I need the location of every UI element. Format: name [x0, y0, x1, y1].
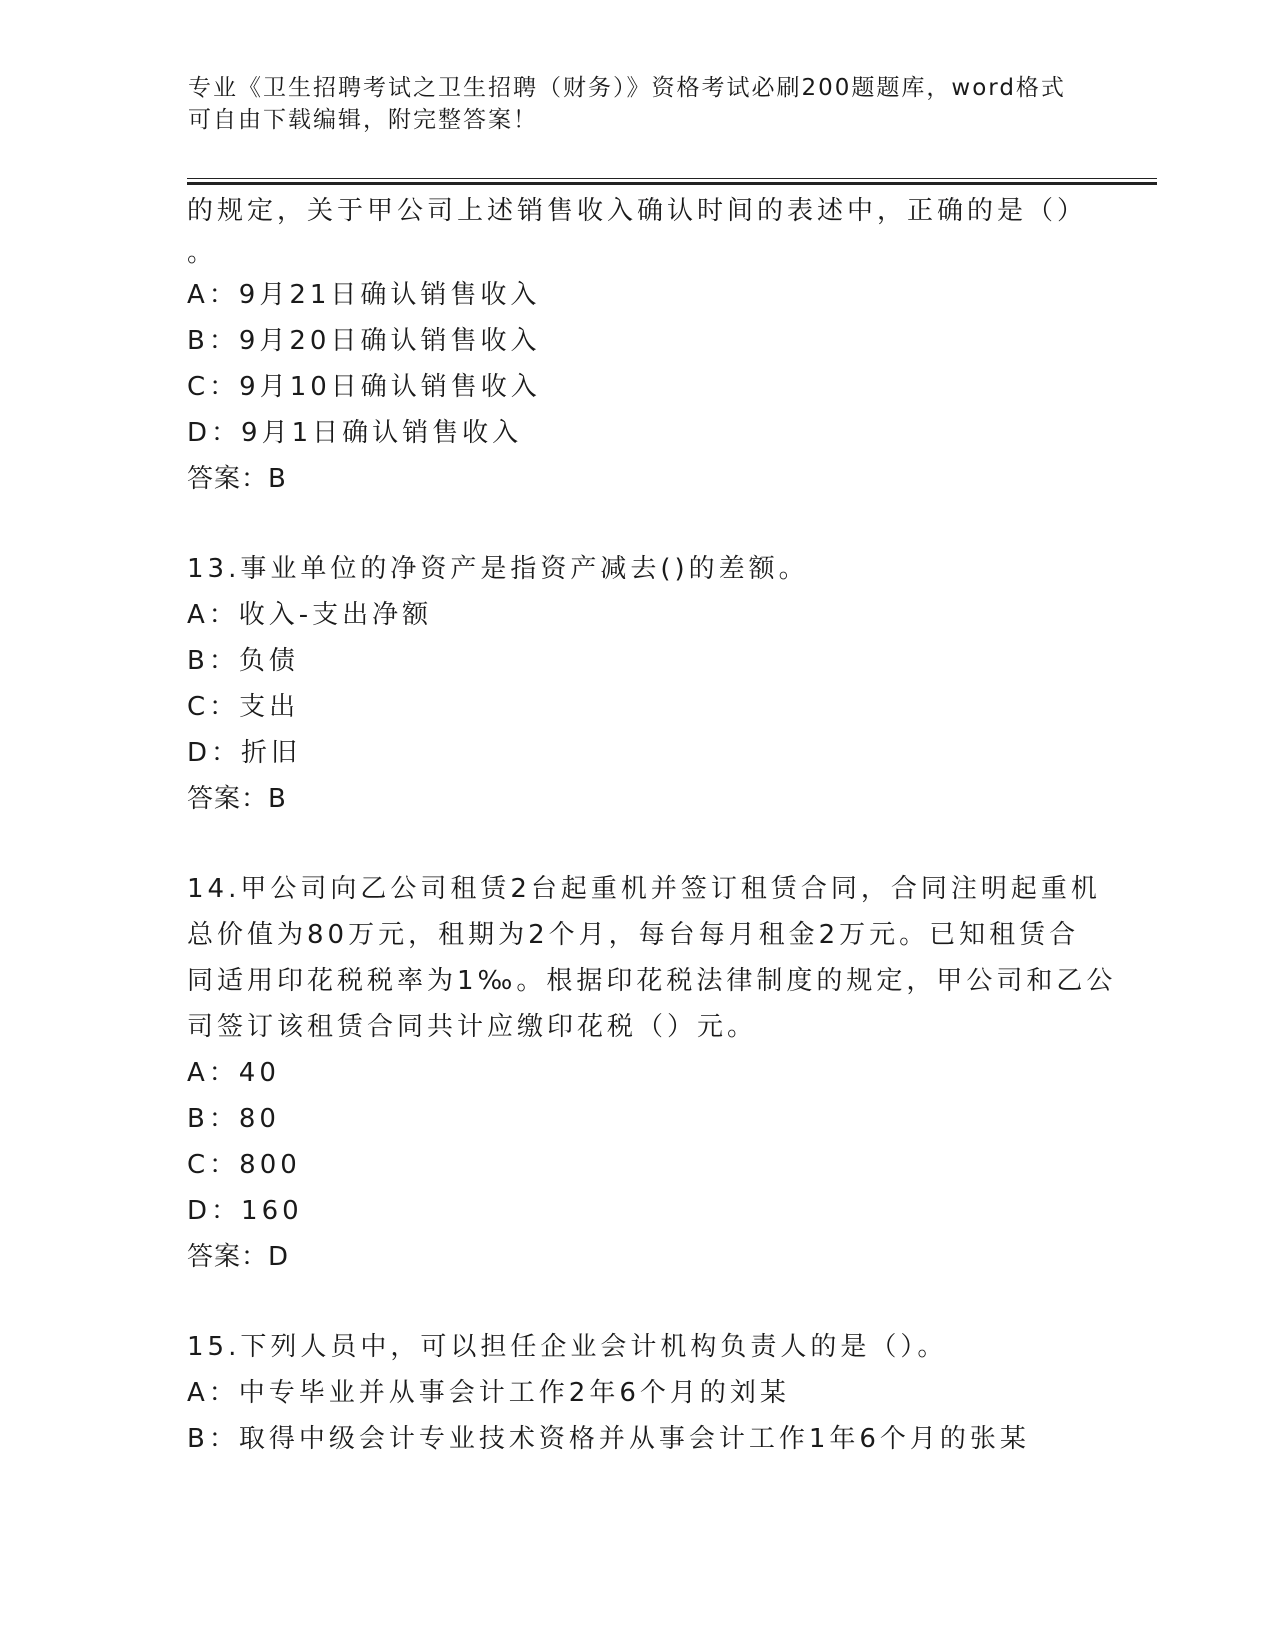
question-stem: 的规定，关于甲公司上述销售收入确认时间的表述中，正确的是（） [187, 196, 1088, 226]
question-stem-end: 。 [187, 238, 214, 268]
question-stem-line: 司签订该租赁合同共计应缴印花税（）元。 [187, 1012, 758, 1042]
option-b: B：取得中级会计专业技术资格并从事会计工作1年6个月的张某 [187, 1424, 1030, 1454]
option-c: C：支出 [187, 692, 300, 722]
option-b: B：80 [187, 1104, 280, 1134]
question-13 [187, 546, 1087, 822]
option-c: C：800 [187, 1150, 301, 1180]
header-line-1: 专业《卫生招聘考试之卫生招聘（财务）》资格考试必刷200题题库，word格式 [188, 75, 1066, 101]
header-line-2: 可自由下载编辑，附完整答案！ [188, 107, 538, 133]
answer-label: 答案：B [187, 784, 287, 814]
option-a: A：9月21日确认销售收入 [187, 280, 541, 310]
question-stem-line: 同适用印花税税率为1‰。根据印花税法律制度的规定，甲公司和乙公 [187, 966, 1117, 996]
question-14 [187, 866, 1117, 1280]
page-header [188, 72, 1088, 136]
answer-label: 答案：D [187, 1242, 290, 1272]
header-divider-thin [187, 178, 1157, 179]
option-d: D：160 [187, 1196, 303, 1226]
option-b: B：9月20日确认销售收入 [187, 326, 541, 356]
answer-label: 答案：B [187, 464, 287, 494]
question-stem: 13.事业单位的净资产是指资产减去()的差额。 [187, 554, 809, 584]
option-d: D：折旧 [187, 738, 302, 768]
option-c: C：9月10日确认销售收入 [187, 372, 541, 402]
option-a: A：中专毕业并从事会计工作2年6个月的刘某 [187, 1378, 790, 1408]
question-stem: 15.下列人员中，可以担任企业会计机构负责人的是（）。 [187, 1332, 948, 1362]
question-15 [187, 1324, 1087, 1462]
question-stem-line: 总价值为80万元，租期为2个月，每台每月租金2万元。已知租赁合 [187, 920, 1080, 950]
header-divider-thick [187, 182, 1157, 185]
option-b: B：负债 [187, 646, 299, 676]
question-12 [187, 188, 1087, 502]
question-stem-line: 14.甲公司向乙公司租赁2台起重机并签订租赁合同，合同注明起重机 [187, 874, 1101, 904]
option-a: A：40 [187, 1058, 280, 1088]
option-d: D：9月1日确认销售收入 [187, 418, 523, 448]
document-body [187, 188, 1117, 1462]
option-a: A：收入-支出净额 [187, 600, 433, 630]
